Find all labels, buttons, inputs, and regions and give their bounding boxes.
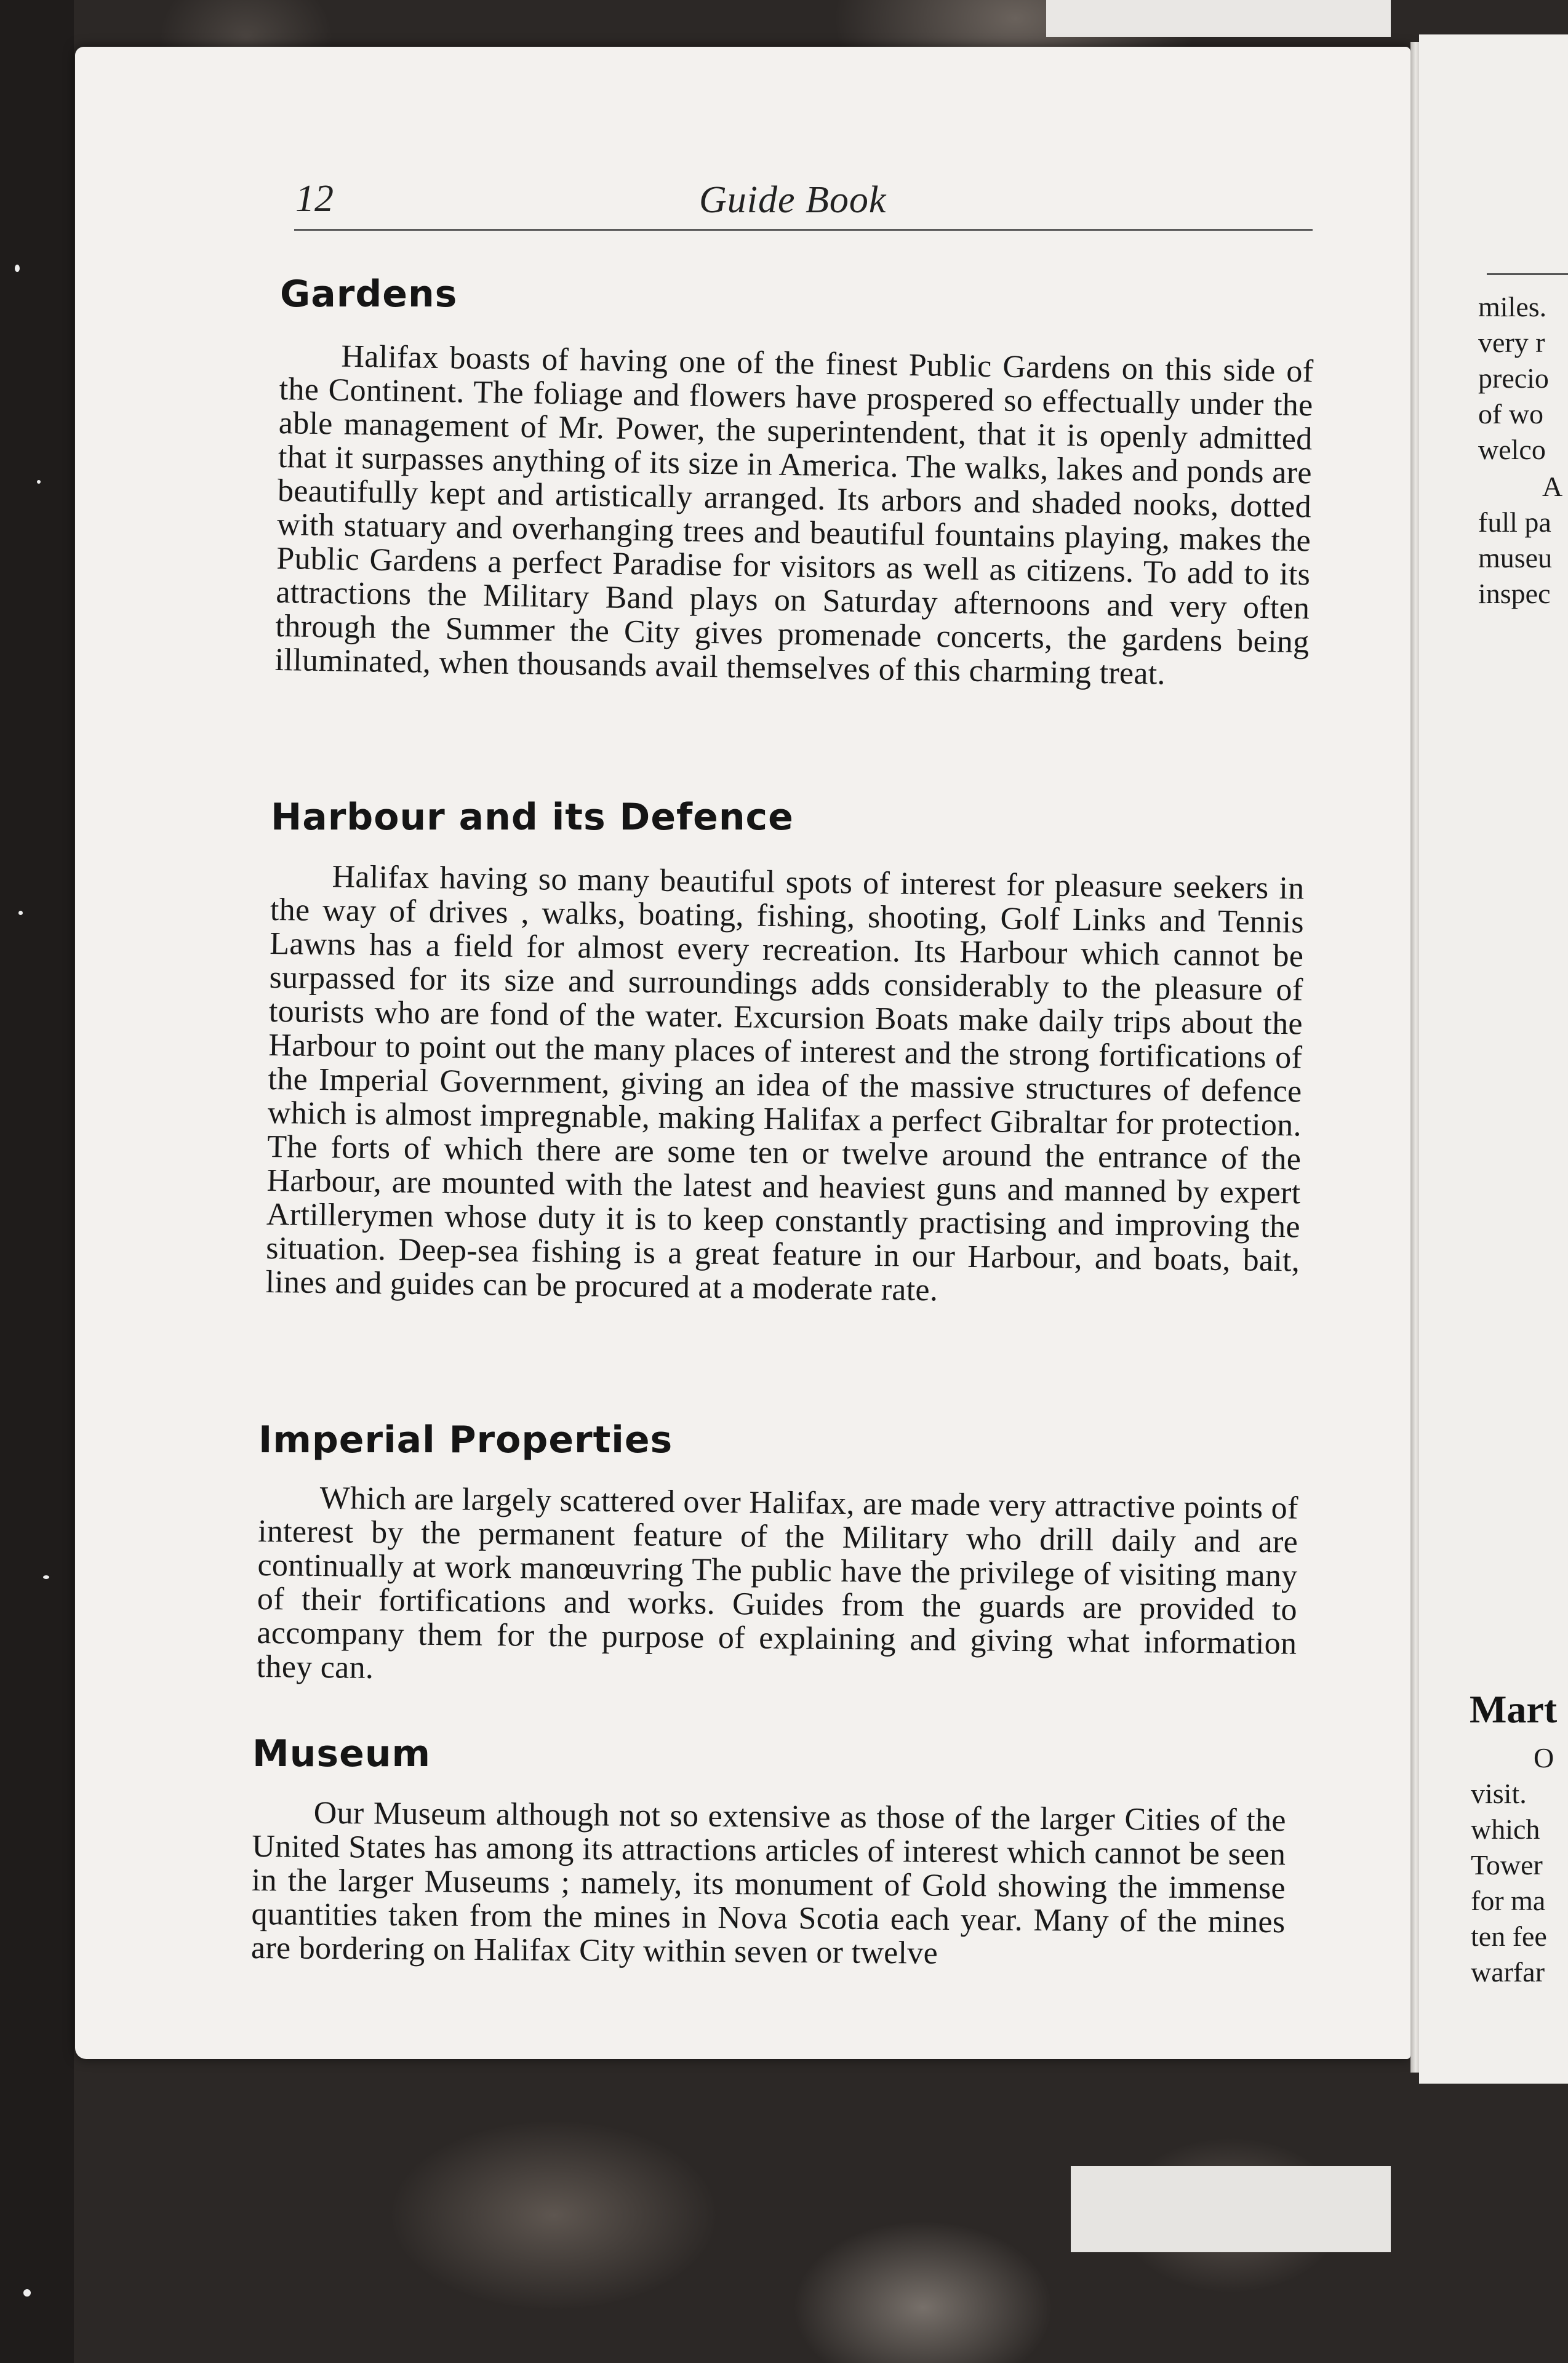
scan-speck	[18, 911, 23, 915]
facing-line: inspec	[1478, 578, 1551, 609]
facing-line: precio	[1478, 362, 1549, 394]
facing-line: very r	[1478, 327, 1545, 358]
facing-page	[1419, 34, 1568, 2084]
header-rule	[294, 229, 1313, 231]
section-body: Halifax having so many beautiful spots of interest for pleasure seekers in the way of drives , walks, boating, fishing, shooting, Golf Links and Tennis Lawns has a field for almost every recreation. Its Harbour which cannot be surpassed for its size and surroundings adds considerably to the pleasure of tourists who are fond of the water. Excursion Boats make daily trips about the Harbour to point out the many places of interest and the strong fortifications of the Imperial Government, giving an idea of the massive structures of defence which is almost impregnable, making Halifax a perfect Gibraltar for protection. The forts of which there are some ten or twelve around the entrance of the Harbour, are mounted with the latest and heaviest guns and manned by expert Artillerymen whose duty it is to keep constantly practising and improving the situation. Deep-sea fishing is a great feature in our Harbour, and boats, bait, lines and guides can be procured at a moderate rate.	[265, 859, 1305, 1308]
section-heading: Gardens	[280, 273, 458, 316]
facing-line: Tower	[1471, 1849, 1543, 1881]
facing-line: which	[1471, 1813, 1540, 1845]
scan-speck	[23, 2289, 31, 2297]
section-imperial-properties	[256, 1418, 1298, 1685]
book-gutter	[1410, 42, 1419, 2073]
running-head: Guide Book	[699, 179, 887, 221]
section-harbour-and-its-defence	[265, 796, 1305, 1308]
facing-line: ten fee	[1471, 1921, 1547, 1952]
facing-line: O	[1534, 1742, 1554, 1773]
facing-header-rule	[1487, 273, 1568, 275]
section-body: Halifax boasts of having one of the finest Public Gardens on this side of the Continent. The foliage and flowers have prospered so effectually under the able management of Mr. Power, the superintendent, that it is openly admitted that it surpasses anything of its size in America. The walks, lakes and ponds are beautifully kept and artistically arranged. Its arbors and shaded nooks, dotted with statuary and overhanging trees and beautiful fountains playing, makes the Public Gardens a perfect Paradise for visitors as well as citizens. To add to its attractions the Military Band plays on Saturday afternoons and very often through the Summer the City gives promenade concerts, the gardens being illuminated, when thousands avail themselves of this charming treat.	[274, 338, 1314, 692]
scan-speck	[43, 1575, 49, 1579]
scan-speck	[15, 265, 20, 272]
facing-line: full pa	[1478, 506, 1551, 538]
section-heading: Harbour and its Defence	[271, 796, 794, 839]
facing-line: visit.	[1471, 1778, 1527, 1809]
section-body: Our Museum although not so extensive as those of the larger Cities of the United States has among its attractions articles of interest which cannot be seen in the larger Museums ; namely, its monument of Gold showing the immense quantities taken from the mines in Nova Scotia each year. Many of the mines are bordering on Halifax City within seven or twelve	[250, 1795, 1286, 1971]
facing-line: welco	[1478, 434, 1546, 465]
section-gardens	[274, 273, 1314, 692]
section-heading: Museum	[252, 1732, 431, 1775]
facing-line: museu	[1478, 542, 1553, 574]
scan-speck	[37, 480, 41, 484]
background-paper-top	[1046, 0, 1391, 37]
book-edge-left	[0, 0, 74, 2363]
section-museum	[250, 1732, 1286, 1971]
facing-line: warfar	[1471, 1956, 1545, 1988]
background-paper-bottom	[1071, 2166, 1391, 2252]
facing-heading: Mart	[1470, 1687, 1558, 1731]
facing-line: miles.	[1478, 291, 1547, 322]
facing-line: of wo	[1478, 398, 1544, 430]
section-heading: Imperial Properties	[258, 1418, 673, 1461]
facing-line: for ma	[1471, 1885, 1546, 1916]
page-number: 12	[295, 178, 334, 220]
facing-line: A	[1542, 471, 1563, 502]
section-body: Which are largely scattered over Halifax, are made very attractive points of interest by the permanent feature of the Military who drill daily and are continually at work manœuvring The public have the privilege of visiting many of their fortifications and works. Guides from the guards are provided to accompany them for the purpose of explaining and giving what information they can.	[256, 1481, 1298, 1685]
